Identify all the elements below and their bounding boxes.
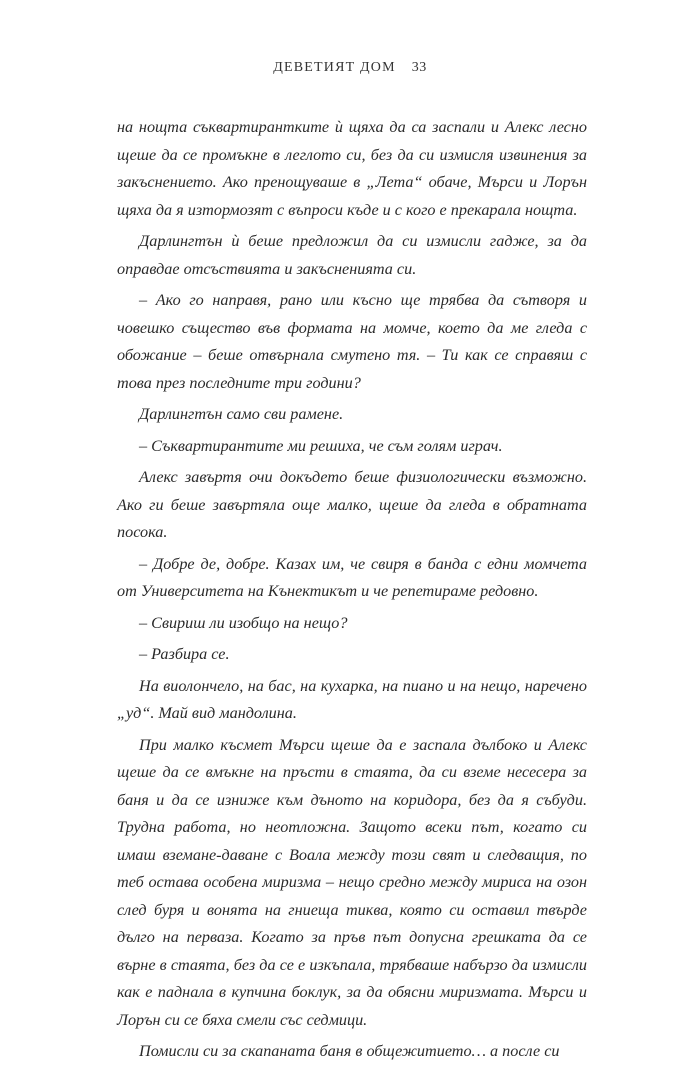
dialogue-paragraph: – Ако го направя, рано или късно ще трябва да сътворя и човешко същество във формата на момче, което да ме гледа с обожание – беше отвърнала смутено тя. – Ти как се справяш с това през последните три години? (117, 291, 587, 392)
dialogue-paragraph: – Разбира се. (139, 645, 230, 663)
running-header (0, 60, 700, 76)
page-number: 33 (411, 60, 427, 75)
dialogue-paragraph: – Добре де, добре. Казах им, че свиря в банда с едни момчета от Университета на Кънектикът и че репетираме редовно. (117, 554, 587, 600)
paragraph: на нощта съквартирантките ѝ щяха да са заспали и Алекс лесно щеше да се промъкне в леглото си, без да си измисля извинения за закъснението. Ако пренощуваше в „Лета“ обаче, Мърси и Лорън щяха да я изтормозят с въпроси къде и с кого е прекарала нощта. (117, 118, 587, 219)
paragraph: На виолончело, на бас, на кухарка, на пиано и на нещо, наречено „уд“. Май вид мандолина. (117, 676, 587, 722)
paragraph: Помисли си за скапаната баня в общежитието… а после си (139, 1042, 560, 1060)
dialogue-paragraph: – Съквартирантите ми решиха, че съм голям играч. (139, 436, 503, 455)
dialogue-paragraph: – Свириш ли изобщо на нещо? (139, 613, 348, 632)
paragraph: Дарлингтън ѝ беше предложил да си измисли гадже, за да оправдае отсъствията и закъсненията си. (117, 232, 587, 278)
paragraph: Алекс завъртя очи докъдето беше физиологически възможно. Ако ги беше завъртяла още малко, щеше да гледа в обратната посока. (117, 468, 587, 541)
body-text (117, 114, 587, 1070)
running-header-title: ДЕВЕТИЯТ ДОМ (273, 60, 396, 75)
paragraph: Дарлингтън само сви рамене. (139, 405, 344, 423)
paragraph: При малко късмет Мърси щеше да е заспала дълбоко и Алекс щеше да се вмъкне на пръсти в стаята, да си вземе несесера за баня и да се изниже към дъното на коридора, без да я събуди. Трудна работа, но неотложна. Защото всеки път, когато си имаш вземане-даване с Воала между този свят и следващия, по теб остава особена миризма – нещо средно между мириса на озон след буря и вонята на гниеща тиква, която си оставил твърде дълго на перваза. Когато за пръв път допусна грешката да се върне в стаята, без да се е изкъпала, трябваше набързо да измисли как е паднала в купчина боклук, за да обясни миризмата. Мърси и Лорън си се бяха смели със седмици. (117, 735, 587, 1029)
